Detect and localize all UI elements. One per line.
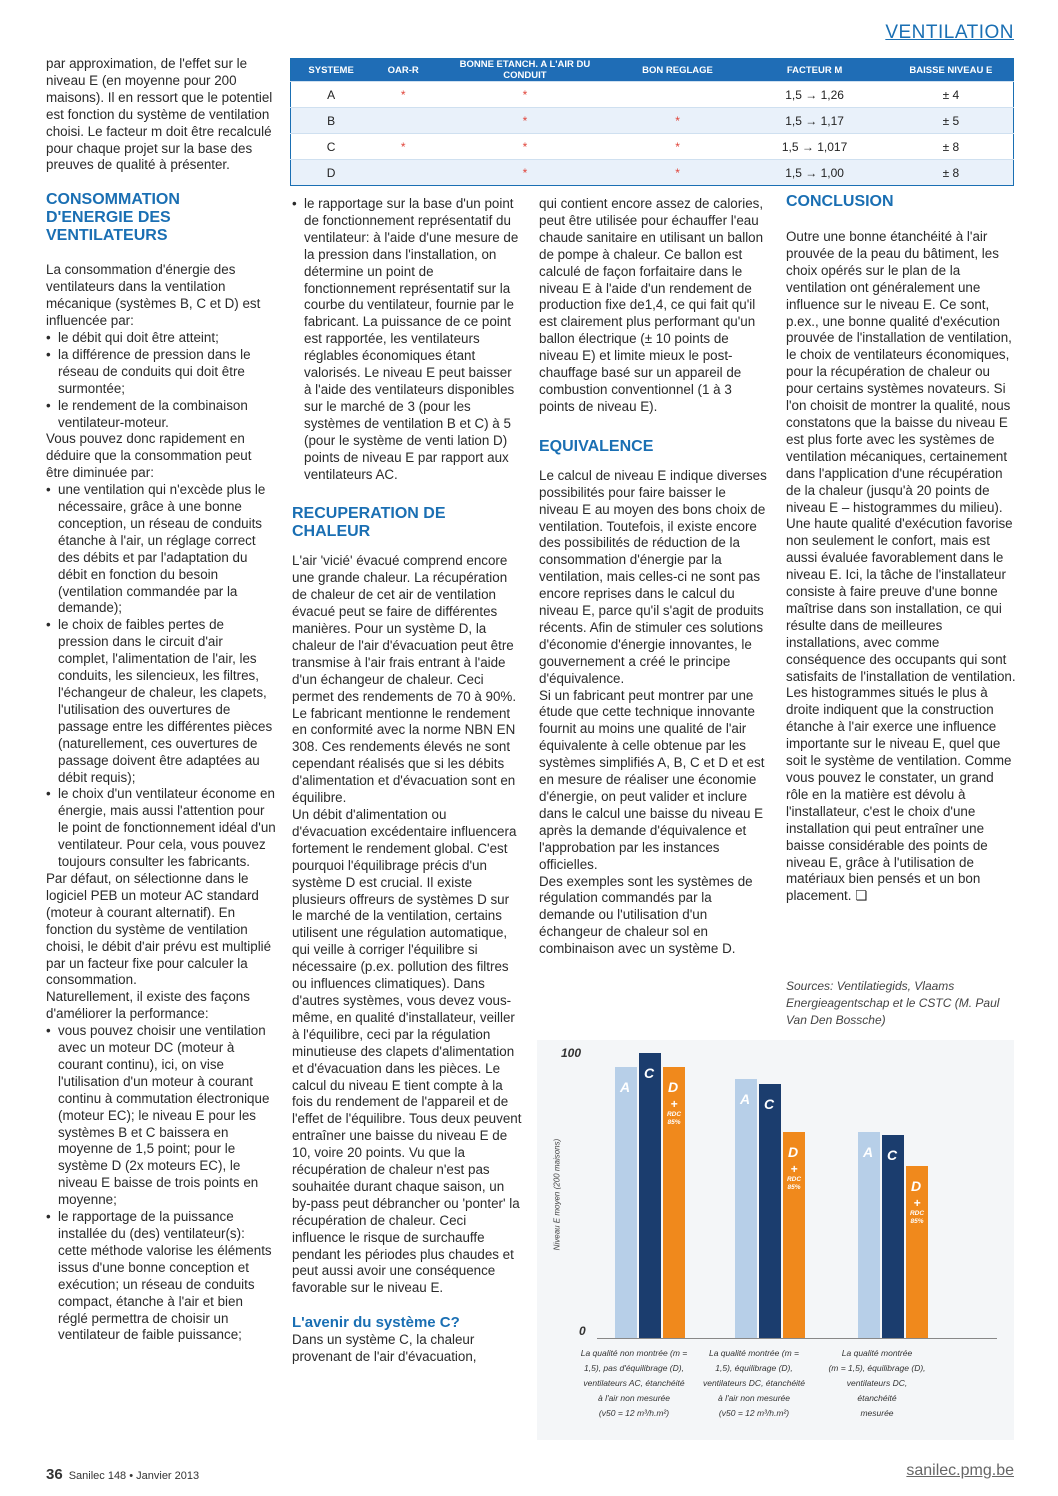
bar-chart [537,1040,1014,1440]
col2-paragraph: Dans un système C, la chaleur provenant de l'air d'évacuation, [292,1332,477,1365]
col3-paragraph: Le calcul de niveau E indique diverses possibilités pour faire baisser le niveau E au moyen des bons choix de ventilation. Toutefois, il existe encore des possibilités de réduction de la consommation d'énergie par la ventilation, mais celles-ci ne sont pas encore reprises dans le calcul du niveau E, parce qu'il s'agit de produits récents. Afin de stimuler ces solutions d'économie d'énergie innovantes, le gouvernement a créé le principe d'équivalence. [539,467,767,686]
caption-line: La qualité montrée [841,1348,913,1358]
caption-line: (v50 = 12 m³/h.m²) [718,1408,790,1418]
bar-note: 85% [787,1184,801,1192]
table-cell: * [435,134,614,160]
caption-line: ventilateurs DC, [846,1378,908,1388]
table-header-cell: BON REGLAGE [615,59,741,82]
table-row [291,82,1014,108]
column-4 [786,193,1016,905]
col1-bullet: • le choix d'un ventilateur économe en énergie, mais aussi l'attention pour le point de fonctionnement idéal d'un ventilateur. Pour cela, vous pouvez toujours consulter les fabricants. [46,786,276,871]
col1-bullet: • une ventilation qui n'excède plus le nécessaire, grâce à une bonne conception, un réseau de conduits étanche à l'air, un réglage correct des débits et par l'adaptation du débit en fonction du besoin (ventilation commandée par la demande); [46,482,276,617]
caption-line: 1,5), pas d'équilibrage (D), [584,1363,684,1373]
table-cell: * [615,108,741,134]
table-cell: ± 8 [889,134,1014,160]
footer-issue [46,1466,199,1483]
caption-line: étanchéité [857,1393,897,1403]
col2-heading: RECUPERATION DE CHALEUR [292,505,446,541]
table-cell: D [291,160,372,186]
bar-c [882,1135,904,1338]
column-2 [292,196,522,1366]
table-cell: A [291,82,372,108]
table-cell: * [435,82,614,108]
col1-bullet: • le rapportage de la puissance installée du (des) ventilateur(s): cette méthode valorise les éléments issus d'une bonne conception et exécution; un réseau de conduits compact, étanche à l'air et bien réglé permettra de choisir un ventilateur de faible puissance; [46,1209,276,1344]
caption-line: 1,5), équilibrage (D), [715,1363,793,1373]
issue-label: Sanilec 148 • Janvier 2013 [68,1470,200,1482]
table-header-cell: OAR-R [371,59,435,82]
table-cell: 1,5 → 1,017 [740,134,888,160]
table-header-row [291,59,1014,82]
table-cell: * [435,108,614,134]
bar-note: 85% [910,1217,924,1225]
table-cell: * [371,82,435,108]
x-axis-line [597,1338,997,1339]
bar-note: + [913,1195,921,1210]
bar-label: A [740,1090,751,1107]
table-cell: B [291,108,372,134]
col1-paragraph: Naturellement, il existe des façons d'améliorer la performance: [46,989,250,1022]
bar-label: D [911,1177,922,1194]
caption-line: à l'air non mesurée [717,1393,791,1403]
table-cell: * [371,134,435,160]
table-cell [371,108,435,134]
bar-a [615,1067,637,1338]
y-axis-label: Niveau E moyen (200 maisons) [552,1138,562,1251]
table-cell [371,160,435,186]
bar-label: C [644,1065,655,1082]
col4-paragraph: Outre une bonne étanchéité à l'air prouvée de la peau du bâtiment, les choix opérés sur le plan de la ventilation ont généralement une influence sur le niveau E. Ce sont, p.ex., une bonne qualité d'exécution prouvée de l'installation de ventilation, le choix de ventilateurs économiques, pour la récupération de chaleur ou pour certains systèmes novateurs. Si l'on choisit de montrer la qualité, nous constatons que la baisse du niveau E est plus forte avec les systèmes de ventilation mécaniques, certainement dans l'application d'une récupération de la chaleur (jusqu'à 20 points de niveau E – histogrammes du milieu). Une haute qualité d'exécution favorise non seulement le confort, mais est aussi évaluée favorablement dans le niveau E. Ici, la tâche de l'installateur consiste à faire preuve d'une bonne maîtrise dans son installation, ce qui résulte dans de meilleures installations, avec comme conséquence des occupants qui sont satisfaits de l'installation de ventilation. Les histogrammes situés le plus à droite indiquent que la construction étanche à l'air exerce une influence importante sur le niveau E, quel que soit le système de ventilation. Comme vous pouvez le constater, un grand rôle en la matière est dévolu à l'installateur, c'est le choix d'une installation qui peut entraîner une baisse considérable des points de niveau E, grâce à l'utilisation de matériaux bien pensés et un bon placement. ❏ [786,229,1016,904]
table-row [291,134,1014,160]
caption-line: ventilateurs DC, étanchéité [702,1378,806,1388]
col1-paragraph: Par défaut, on sélectionne dans le logiciel PEB un moteur AC standard (moteur à courant alternatif). En fonction du système de ventilation choisi, le débit d'air prévu est multiplié par un facteur fixe pour calculer la consommation. [46,870,272,988]
bar-c [639,1053,661,1338]
bar-note: 85% [667,1119,681,1127]
col1-intro: par approximation, de l'effet sur le niveau E (en moyenne pour 200 maisons). Il en ressort que le potentiel est fonction du système de ventilation choisi. Le facteur m doit être recalculé pour chaque projet sur la base des preuves de qualité à présenter. [46,56,273,173]
table-header-cell: BONNE ETANCH. A L'AIR DU CONDUIT [435,59,614,82]
col2-paragraph: Un débit d'alimentation ou d'évacuation excédentaire influencera fortement le rendement global. C'est pourquoi l'équilibrage précis d'un système D est crucial. Il existe plusieurs offreurs de systèmes D sur le marché de la ventilation, certains utilisent une régulation automatique, qui veille à corriger l'équilibre si nécessaire (p.ex. pollution des filtres ou influences climatiques). Dans d'autres systèmes, vous devez vous-même, en qualité d'installateur, veiller à l'équilibre, ceci par la régulation minutieuse des clapets d'alimentation et d'évacuation dans les pièces. Le calcul du niveau E tient compte à la fois du rendement de l'appareil et de l'effet de l'équilibre. Tous deux peuvent entraîner une baisse du niveau E de 10, voire 20 points. Vu que la récupération de chaleur n'est pas souhaitée durant chaque saison, un by-pass peut débrancher ou 'ponter' la récupération de chaleur. Ceci influence le risque de surchauffe pendant les périodes plus chaudes et peut aussi avoir une conséquence favorable sur le niveau E. [292,807,522,1296]
col3-paragraph: Si un fabricant peut montrer par une étude que cette technique innovante fournit au moins une qualité de l'air équivalente à celle obtenue par les systèmes simplifiés A, B, C et D et est en mesure de réaliser une économie d'énergie, on peut valider et inclure dans le calcul une baisse du niveau E après la demande d'équivalence et l'approbation par les instances officielles. [539,687,765,872]
col2-subheading: L'avenir du système C? [292,1314,460,1332]
bar-label: C [887,1146,898,1163]
measures-table [290,58,1014,186]
table-row [291,160,1014,186]
group-caption [575,1346,693,1421]
section-title: VENTILATION [885,22,1014,43]
table-cell: * [615,134,741,160]
col3-paragraph: Des exemples sont les systèmes de régulation commandés par la demande ou l'utilisation d'un échangeur de chaleur sol en combinaison avec un système D. [539,873,753,957]
table-header-cell: SYSTEME [291,59,372,82]
col1-paragraph: Vous pouvez donc rapidement en déduire que la consommation peut être diminuée par: [46,431,252,481]
bar-label: A [863,1144,874,1161]
table-header-cell: FACTEUR M [740,59,888,82]
sources-note: Sources: Ventilatiegids, Vlaams Energieagentschap et le CSTC (M. Paul Van Den Bossche) [786,979,1000,1027]
table-cell: ± 8 [889,160,1014,186]
caption-line: La qualité non montrée (m = [580,1348,688,1358]
col1-paragraph: La consommation d'énergie des ventilateurs dans la ventilation mécanique (systèmes B, C et D) est influencée par: [46,262,261,329]
table-cell: ± 5 [889,108,1014,134]
column-1 [46,56,276,1344]
bar-label: C [764,1096,775,1113]
table-cell: 1,5 → 1,26 [740,82,888,108]
bar-note: RDC [909,1209,925,1217]
bar-note: + [670,1097,678,1112]
table-header-cell: BAISSE NIVEAU E [889,59,1014,82]
bar-label: D [668,1079,679,1096]
bar-a [735,1079,757,1338]
table-cell [615,82,741,108]
col1-bullet: • le rendement de la combinaison ventilateur-moteur. [46,398,276,432]
bar-c [759,1084,781,1338]
table-cell: ± 4 [889,82,1014,108]
bar-note: + [790,1162,798,1177]
col1-bullet: • vous pouvez choisir une ventilation avec un moteur DC (moteur à courant continu), ici, on vise l'utilisation d'un moteur à courant continu à commutation électronique (moteur EC); le niveau E pour les systèmes B et C baissera en moyenne de 1,5 point; pour le système D (2x moteurs EC), le niveau E baisse de trois points en moyenne; [46,1023,276,1209]
table-cell: 1,5 → 1,00 [740,160,888,186]
table-body [291,82,1014,186]
bar-note: RDC [786,1176,802,1184]
caption-line: La qualité montrée (m = [708,1348,799,1358]
col3-heading: EQUIVALENCE [539,437,654,455]
bar-a [858,1132,880,1338]
bar-label: D [788,1144,799,1161]
table-cell: * [435,160,614,186]
website-link[interactable]: sanilec.pmg.be [906,1462,1014,1479]
table-cell: 1,5 → 1,17 [740,108,888,134]
col2-paragraph: L'air 'vicié' évacué comprend encore une grande chaleur. La récupération de chaleur de cet air de ventilation évacué peut se faire de différentes manières. Pour un système D, la chaleur de l'air d'évacuation peut être transmise à l'air frais entrant à l'aide d'un échangeur de chaleur. Ceci permet des rendements de 70 à 90%. [292,553,517,704]
col1-bullet: • le choix de faibles pertes de pression dans le circuit d'air complet, l'alimentation de l'air, les conduits, les silencieux, les filtres, l'échangeur de chaleur, les clapets, l'utilisation des ouvertures de passage entre les différentes pièces (naturellement, ces ouvertures de passage doivent être adaptées au débit requis); [46,617,276,786]
page-number: 36 [46,1466,63,1483]
column-3 [539,196,767,958]
y-tick-top: 100 [561,1046,582,1060]
y-tick-bottom: 0 [579,1324,586,1338]
table-cell: * [615,160,741,186]
col3-paragraph: qui contient encore assez de calories, peut être utilisée pour échauffer l'eau chaude sanitaire en utilisant un ballon de pompe à chaleur. Ce ballon est calculé de façon forfaitaire dans le niveau E à l'aide d'un rendement de production fixe de1,4, ce qui fait qu'il est clairement plus performant qu'un ballon électrique (± 10 points de niveau E) et limite mieux le post-chauffage basé sur un appareil de combustion conventionnel (1 à 3 points de niveau E). [539,196,764,414]
caption-line: (v50 = 12 m³/h.m²) [598,1408,670,1418]
group-caption [818,1346,936,1421]
col2-paragraph: Le fabricant mentionne le rendement en conformité avec la norme NBN EN 308. Ces rendements élevés ne sont cependant réalisés que si les débits d'alimentation et d'évacuation sont en équilibre. [292,705,516,806]
col1-bullet: • le débit qui doit être atteint; [46,330,276,347]
table-cell: C [291,134,372,160]
col2-bullet: • le rapportage sur la base d'un point de fonctionnement représentatif du ventilateur: à l'aide d'une mesure de la pression dans l'installation, on détermine un point de fonctionnement représentatif sur la courbe du ventilateur, fournie par le fabricant. La puissance de ce point est rapportée, les ventilateurs réglables économiques étant valorisés. Le niveau E peut baisser à l'aide des ventilateurs disponibles sur le marché de 3 (pour les systèmes de ventilation B et C) à 5 (pour le système de venti lation D) points de niveau E par rapport aux ventilateurs AC. [292,196,522,483]
table-row [291,108,1014,134]
caption-line: mesurée [860,1408,894,1418]
group-caption [695,1346,813,1421]
caption-line: à l'air non mesurée [597,1393,671,1403]
caption-line: (m = 1,5), équilibrage (D), [828,1363,926,1373]
col1-heading: CONSOMMATION D'ENERGIE DES VENTILATEURS [46,191,180,245]
col4-heading: CONCLUSION [786,193,894,210]
caption-line: ventilateurs AC, étanchéité [583,1378,685,1388]
bar-note: RDC [666,1111,682,1119]
col1-bullet: • la différence de pression dans le réseau de conduits qui doit être surmontée; [46,347,276,398]
bar-label: A [620,1079,631,1096]
